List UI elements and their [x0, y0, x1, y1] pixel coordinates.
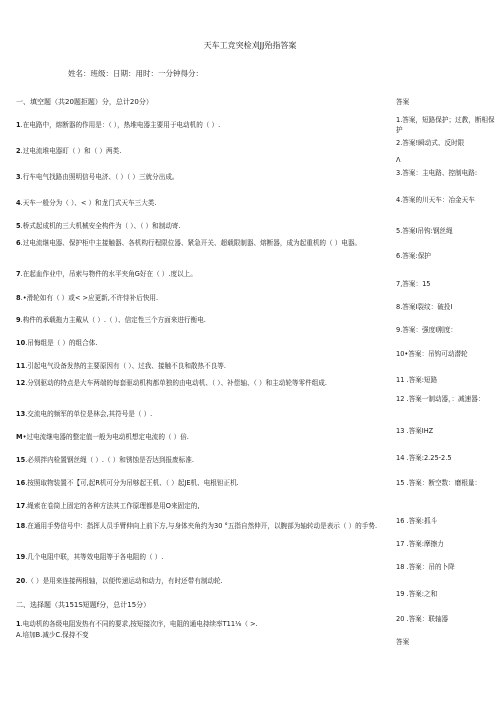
answer-item: 13 .答案IHZ	[396, 427, 434, 435]
question-15: 15.必须拌内检置钢丝绳（ ）.（ ）和锈蚀是否达到报废标准.	[16, 456, 194, 464]
question-16: 16.按照取物装置不【可,起R机可分为吊够起王机、（ ）起JE机、电根钽正机.	[16, 479, 239, 487]
answer-item: 11 .答案:短路	[396, 376, 438, 384]
question-12: 12.分别驱动的特点是大车两端的每套驱动机构都单独的由电动机、（ ）、补偿轴、（ ）和主动轮等零件组成.	[16, 379, 327, 387]
answer-item: 14 .答案:2.25-2.5	[396, 454, 452, 462]
answer-item: 3.答案：主电路、控制电路:	[396, 169, 478, 177]
question-14: M•过电流继电器的整定值一般为电动机想定电流的（ ）倍.	[16, 433, 189, 441]
answer-item: Λ	[396, 156, 401, 164]
answer-item: 19 .答案:之和	[396, 590, 438, 598]
question-1: 1.在电路中，熔断器的作用是：（ ），热堆电器主要用于电动机的（ ）.	[16, 121, 221, 129]
answer-item: 7,答案：15	[396, 280, 431, 288]
answer-item: 8.答案I裂纹：破投I	[396, 303, 453, 311]
choice-question-1: 1.电动机的各级电阻发热有不同的要求,按短接次序，电阻的通电持续率T11⅛（ >.	[16, 620, 258, 628]
answer-item: 15 .答案：断空数：磨根量：	[396, 479, 482, 487]
question-18: 18.在通用手势信号中：指挥人员手臂伸向上前下方,与身体夹角约为30 °五指自然伸开，以腕部为轴转动是表示（ ）的手势.	[16, 522, 378, 530]
question-5: 5.桥式起成机的三大机械安全构件为（ ）、（ ）和制动寄.	[16, 222, 181, 230]
question-10: 10.吊悔组是（ ）的组合体.	[16, 339, 98, 347]
answer-item: 12 .答案一制动器，：减速器：	[396, 395, 485, 403]
section-1-title: 一、填空题（共20题拒题）分，总计20分）	[16, 98, 153, 106]
section-2-title: 二、选择题（共151S短题f分，总计15分）	[16, 601, 151, 609]
answer-item: 20 .答案：联轴器	[396, 615, 449, 623]
question-4: 4.天车一般分为（ ）、< ）和龙门式天车三大类.	[16, 199, 157, 207]
question-13: 13.交流电的频军的单位是林会,其符号是（ ）.	[16, 410, 153, 418]
question-20: 20.（ ）是用来连接两根轴，以便传递运动和动力，有时还带有制动轮.	[16, 577, 223, 585]
question-6: 6.过电流继电器、保护柜中主接触器、各机构行程限位器、紧急开关、超载限制器、熔断器，成为起重机的（ ）电器。	[16, 239, 362, 247]
answer-item: 5.答案I吊钩:钢丝绳	[396, 227, 453, 235]
question-3: 3.行车电气找路由照明信号电济、（ ）（ ）三就分出成。	[16, 173, 179, 181]
answer-item: 16 .答案:抓斗	[396, 517, 438, 525]
answer-item: 10•答案：吊钩可动潜轮	[396, 350, 468, 358]
answer-item: 1.答案，短路保护；过教，断相保护	[396, 116, 495, 134]
student-info-line: 姓名：班级：日期：用时：一分钟得分：	[68, 69, 203, 78]
question-2: 2.过电流堆电器盯（ ）和（ ）两类.	[16, 147, 122, 155]
question-8: 8.•滑轮如有（ ）或< >应更新,不许恃补后快用.	[16, 294, 159, 302]
choice-question-1-options: A.培加B.减少C.保持不变	[16, 631, 89, 639]
answer-item: 4.答案的川天车：冶金天车	[396, 196, 475, 204]
answer-item: 6.答案:保护	[396, 252, 431, 260]
page-title: 天车工竞突检刈JJ殆指答案	[203, 41, 297, 50]
answers-heading: 答案	[396, 98, 410, 106]
answer-item: 2.答案!瞬动式、反时限	[396, 139, 465, 147]
answer-item: 9.答案：强度I刚度：	[396, 326, 457, 334]
question-11: 11.引起电气设备发热的主要原因有（ ）、过我、接触不良和散热不良等.	[16, 362, 226, 370]
question-7: 7.在起血作业中，吊索与物件的水平夹角G好在（ ）.度以上。	[16, 270, 197, 278]
question-17: 17.绳索在卷筒上固定的各种方法其工作原理都是用O来固定的,	[16, 502, 200, 510]
question-9: 9.构件的承载拖力主戴从（ ）.（ ）、信定性三个方面来进行衡电.	[16, 316, 206, 324]
answer-item: 17 .答案:摩擦力	[396, 540, 444, 548]
answer-item: 18 .答案：吊的卜降	[396, 563, 455, 571]
question-19: 19.几个电阻中联，其等效电阻等于各电阻的（ ）.	[16, 553, 164, 561]
answers-heading: 答案	[396, 638, 410, 646]
